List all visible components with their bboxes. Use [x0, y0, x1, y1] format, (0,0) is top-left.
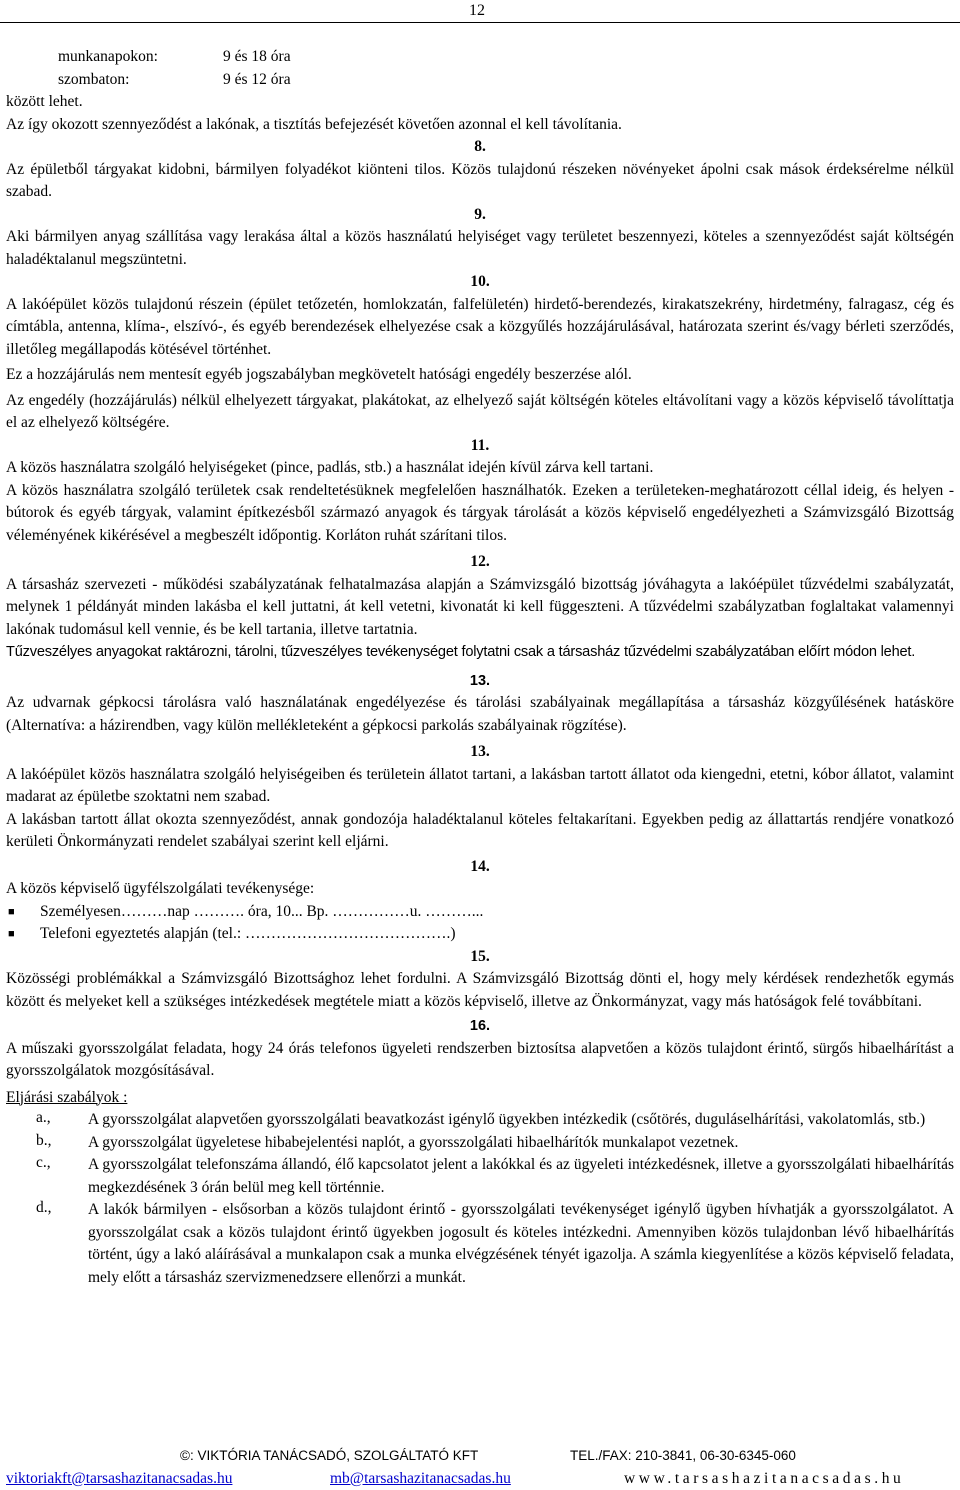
- section-number-11: 11.: [470, 436, 490, 454]
- section-number-13: 13.: [469, 672, 491, 689]
- paragraph-16: A műszaki gyorsszolgálat feladata, hogy 24 órás telefonos ügyeleti rendszerben biztosítsa alapvetően a közös tulajdont érintő, sürgős hibaelhárítást a gyorsszolgálatok mozgósításával.: [6, 1039, 954, 1079]
- footer-email-link-1[interactable]: viktoriakft@tarsashazitanacsadas.hu: [6, 1470, 233, 1487]
- footer-telfax: TEL./FAX: 210-3841, 06-30-6345-060: [570, 1448, 796, 1463]
- section-number-12: 12.: [470, 553, 490, 570]
- schedule-row: [6, 69, 954, 92]
- schedule-row: [6, 46, 954, 69]
- footer-email-link-2[interactable]: mb@tarsashazitanacsadas.hu: [330, 1470, 511, 1487]
- section-number-9: 9.: [474, 205, 486, 223]
- paragraph-14: A közös képviselő ügyfélszolgálati tevékenysége:: [6, 880, 315, 897]
- procedure-text: A gyorsszolgálat telefonszáma állandó, élő kapcsolatot jelent a lakókkal és az ügyeleti intézkedésnek, illetve a gyorsszolgálati hibaelhárítás megkezdésének 3 órán belül meg kell történnie.: [88, 1156, 954, 1196]
- paragraph-15: Közösségi problémákkal a Számvizsgáló Bizottsághoz lehet fordulni. A Számvizsgáló Bizottság dönti el, hogy mely kérdések rendezhetők egymás között és melyeket kell a szükséges intézkedések megtétele miatt a közös képviselő, illetve az Önkormányzat, vagy más hatóságok felé továbbítani.: [6, 970, 954, 1010]
- schedule-hours: 9 és 12 óra: [223, 70, 291, 88]
- paragraph-11a: A közös használatra szolgáló helyiségeket (pince, padlás, stb.) a használat idején kívül zárva kell tartani.: [6, 459, 654, 476]
- bullet-item: [6, 901, 954, 924]
- schedule-hours: 9 és 18 óra: [223, 48, 291, 65]
- paragraph-12a: A társasház szervezeti - működési szabályzatának felhatalmazása alapján a Számvizsgáló bizottság jóváhagyta a lakóépület tűzvédelmi szabályzatát, melynek 1 példányát minden lakásba el kell juttatni, át kell vetetni, kivonatát ki kell függeszteni. A tűzvédelmi szabályzatban foglaltakat valamennyi lakónak tudomásul kell vennie, és be kell tartania, illetve tartatnia.: [6, 575, 954, 638]
- paragraph-9: Aki bármilyen anyag szállítása vagy lerakása által a közös használatú helyiséget vagy területet beszennyezi, köteles a szennyeződést saját költségén haladéktalanul megszüntetni.: [6, 228, 954, 268]
- procedure-item: [6, 1199, 954, 1289]
- page-number: 12: [469, 2, 485, 19]
- paragraph-13a: Az udvarnak gépkocsi tárolásra való használatának engedélyezése és tárolási szabályainak megállapítása a társasház közgyűlésének hatásköre (Alternatíva: a házirendben, vagy külön mellékleteként a gépkocsi parkolás szabályainak rögzítése).: [6, 694, 954, 734]
- procedure-label: d.,: [36, 1199, 52, 1216]
- square-bullet-icon: ■: [8, 905, 15, 918]
- section-number-15: 15.: [470, 947, 490, 965]
- paragraph-8: Az épületből tárgyakat kidobni, bármilyen folyadékot kiönteni tilos. Közös tulajdonú részeken növényeket ápolni csak mások érdeksérelme nélkül szabad.: [6, 160, 954, 200]
- paragraph-13c: A lakásban tartott állat okozta szennyeződést, annak gondozója haladéktalanul köteles feltakarítani. Egyekben pedig az állattartás rendjére vonatkozó kerületi Önkormányzati rendelet szabályai szerint kell eljárni.: [6, 810, 954, 850]
- procedure-label: a.,: [36, 1109, 51, 1126]
- document-body: [6, 46, 954, 1289]
- square-bullet-icon: ■: [8, 928, 15, 940]
- procedure-text: A lakók bármilyen - elsősorban a közös tulajdont érintő - gyorsszolgálati tevékenységet igénylő ügyben hívhatják a gyorsszolgálatot. A gyorsszolgálat csak a közös tulajdont érintő ügyekben jogosult és köteles intézkedni. Amennyiben közös tulajdonban lévő hibaelhárítás történt, úgy a lakó aláírásával a munkalapon csak a munka elvégzésének tényét igazolja. A számla kiegyenlítése a közös képviselő feladata, mely előtt a társasház szervizmenedzsere ellenőrzi a munkát.: [88, 1201, 954, 1286]
- paragraph-13b: A lakóépület közös használatra szolgáló helyiségeiben és területein állatot tartani, a lakásban tartott állatot oda kiengedni, etetni, kóbor állatot, valamint madarat az épületbe szoktatni nem szabad.: [6, 765, 954, 805]
- paragraph-10c: Az engedély (hozzájárulás) nélkül elhelyezett tárgyakat, plakátokat, az elhelyező saját költségén köteles eltávolítani vagy a közös képviselő távolíttatja el az elhelyező költségére.: [6, 391, 954, 431]
- procedure-text: A gyorsszolgálat alapvetően gyorsszolgálati beavatkozást igénylő ügyekben intézkedik (csőtörés, duguláselhárítási, vakolatomlás, stb.): [88, 1111, 926, 1128]
- procedure-item: [6, 1109, 954, 1132]
- section-number-14: 14.: [470, 857, 490, 875]
- procedures-title: Eljárási szabályok :: [6, 1088, 128, 1106]
- schedule-day: szombaton:: [58, 70, 130, 88]
- paragraph: Az így okozott szennyeződést a lakónak, a tisztítás befejezését követően azonnal el kell távolítania.: [6, 115, 622, 133]
- paragraph-11b: A közös használatra szolgáló területek csak rendeltetésüknek megfelelően használhatók. Ezeken a területeken-meghatározott céllal ideig, és helyen - bútorok és egyéb tárgyak, valamint építkezésből származó anyagok és tárgyak tárolását a közös képviselő engedélyezheti a Számvizsgáló Bizottság véleményének kikérésével a megbeszélt időpontig. Korláton ruhát szárítani tilos.: [6, 481, 954, 544]
- section-number-8: 8.: [474, 138, 486, 155]
- procedure-item: [6, 1132, 954, 1155]
- bullet-item: [6, 923, 954, 946]
- bullet-text: Telefoni egyeztetés alapján (tel.: ………………………………….): [40, 925, 456, 942]
- paragraph-10b: Ez a hozzájárulás nem mentesít egyéb jogszabályban megkövetelt hatósági engedély beszerzése alól.: [6, 366, 632, 383]
- procedure-text: A gyorsszolgálat ügyeletese hibabejelentési naplót, a gyorsszolgálati hibaelhárítók munkalapot vezetnek.: [88, 1133, 739, 1151]
- procedure-label: c.,: [36, 1154, 51, 1171]
- paragraph-10a: A lakóépület közös tulajdonú részein (épület tetőzetén, homlokzatán, falfelületén) hirdető-berendezés, kirakatszekrény, hirdetmény, falragasz, cég és címtábla, antenna, klíma-, elszívó-, és egyéb berendezések elhelyezése csak a közgyűlés hozzájárulásával, határozata szerint és/vagy bérleti szerződés, illetőleg megállapodás kötésével történhet.: [6, 295, 954, 358]
- section-number-13-second: 13.: [470, 743, 490, 760]
- procedure-item: [6, 1154, 954, 1199]
- section-number-16: 16.: [469, 1018, 491, 1034]
- bullet-text: Személyesen………nap ………. óra, 10... Bp. ……………u. ………...: [40, 902, 484, 920]
- footer-copyright: ©: VIKTÓRIA TANÁCSADÓ, SZOLGÁLTATÓ KFT: [180, 1448, 479, 1463]
- schedule-day: munkanapokon:: [58, 48, 158, 65]
- section-number-10: 10.: [470, 273, 490, 290]
- paragraph-12b: Tűzveszélyes anyagokat raktározni, tárolni, tűzveszélyes tevékenységet folytatni csak a társasház tűzvédelmi szabályzatában előírt módon lehet.: [6, 644, 916, 660]
- header-rule: [0, 22, 960, 23]
- paragraph: között lehet.: [6, 93, 83, 110]
- procedure-label: b.,: [36, 1131, 52, 1149]
- footer-website: www.tarsashazitanacsadas.hu: [624, 1470, 905, 1487]
